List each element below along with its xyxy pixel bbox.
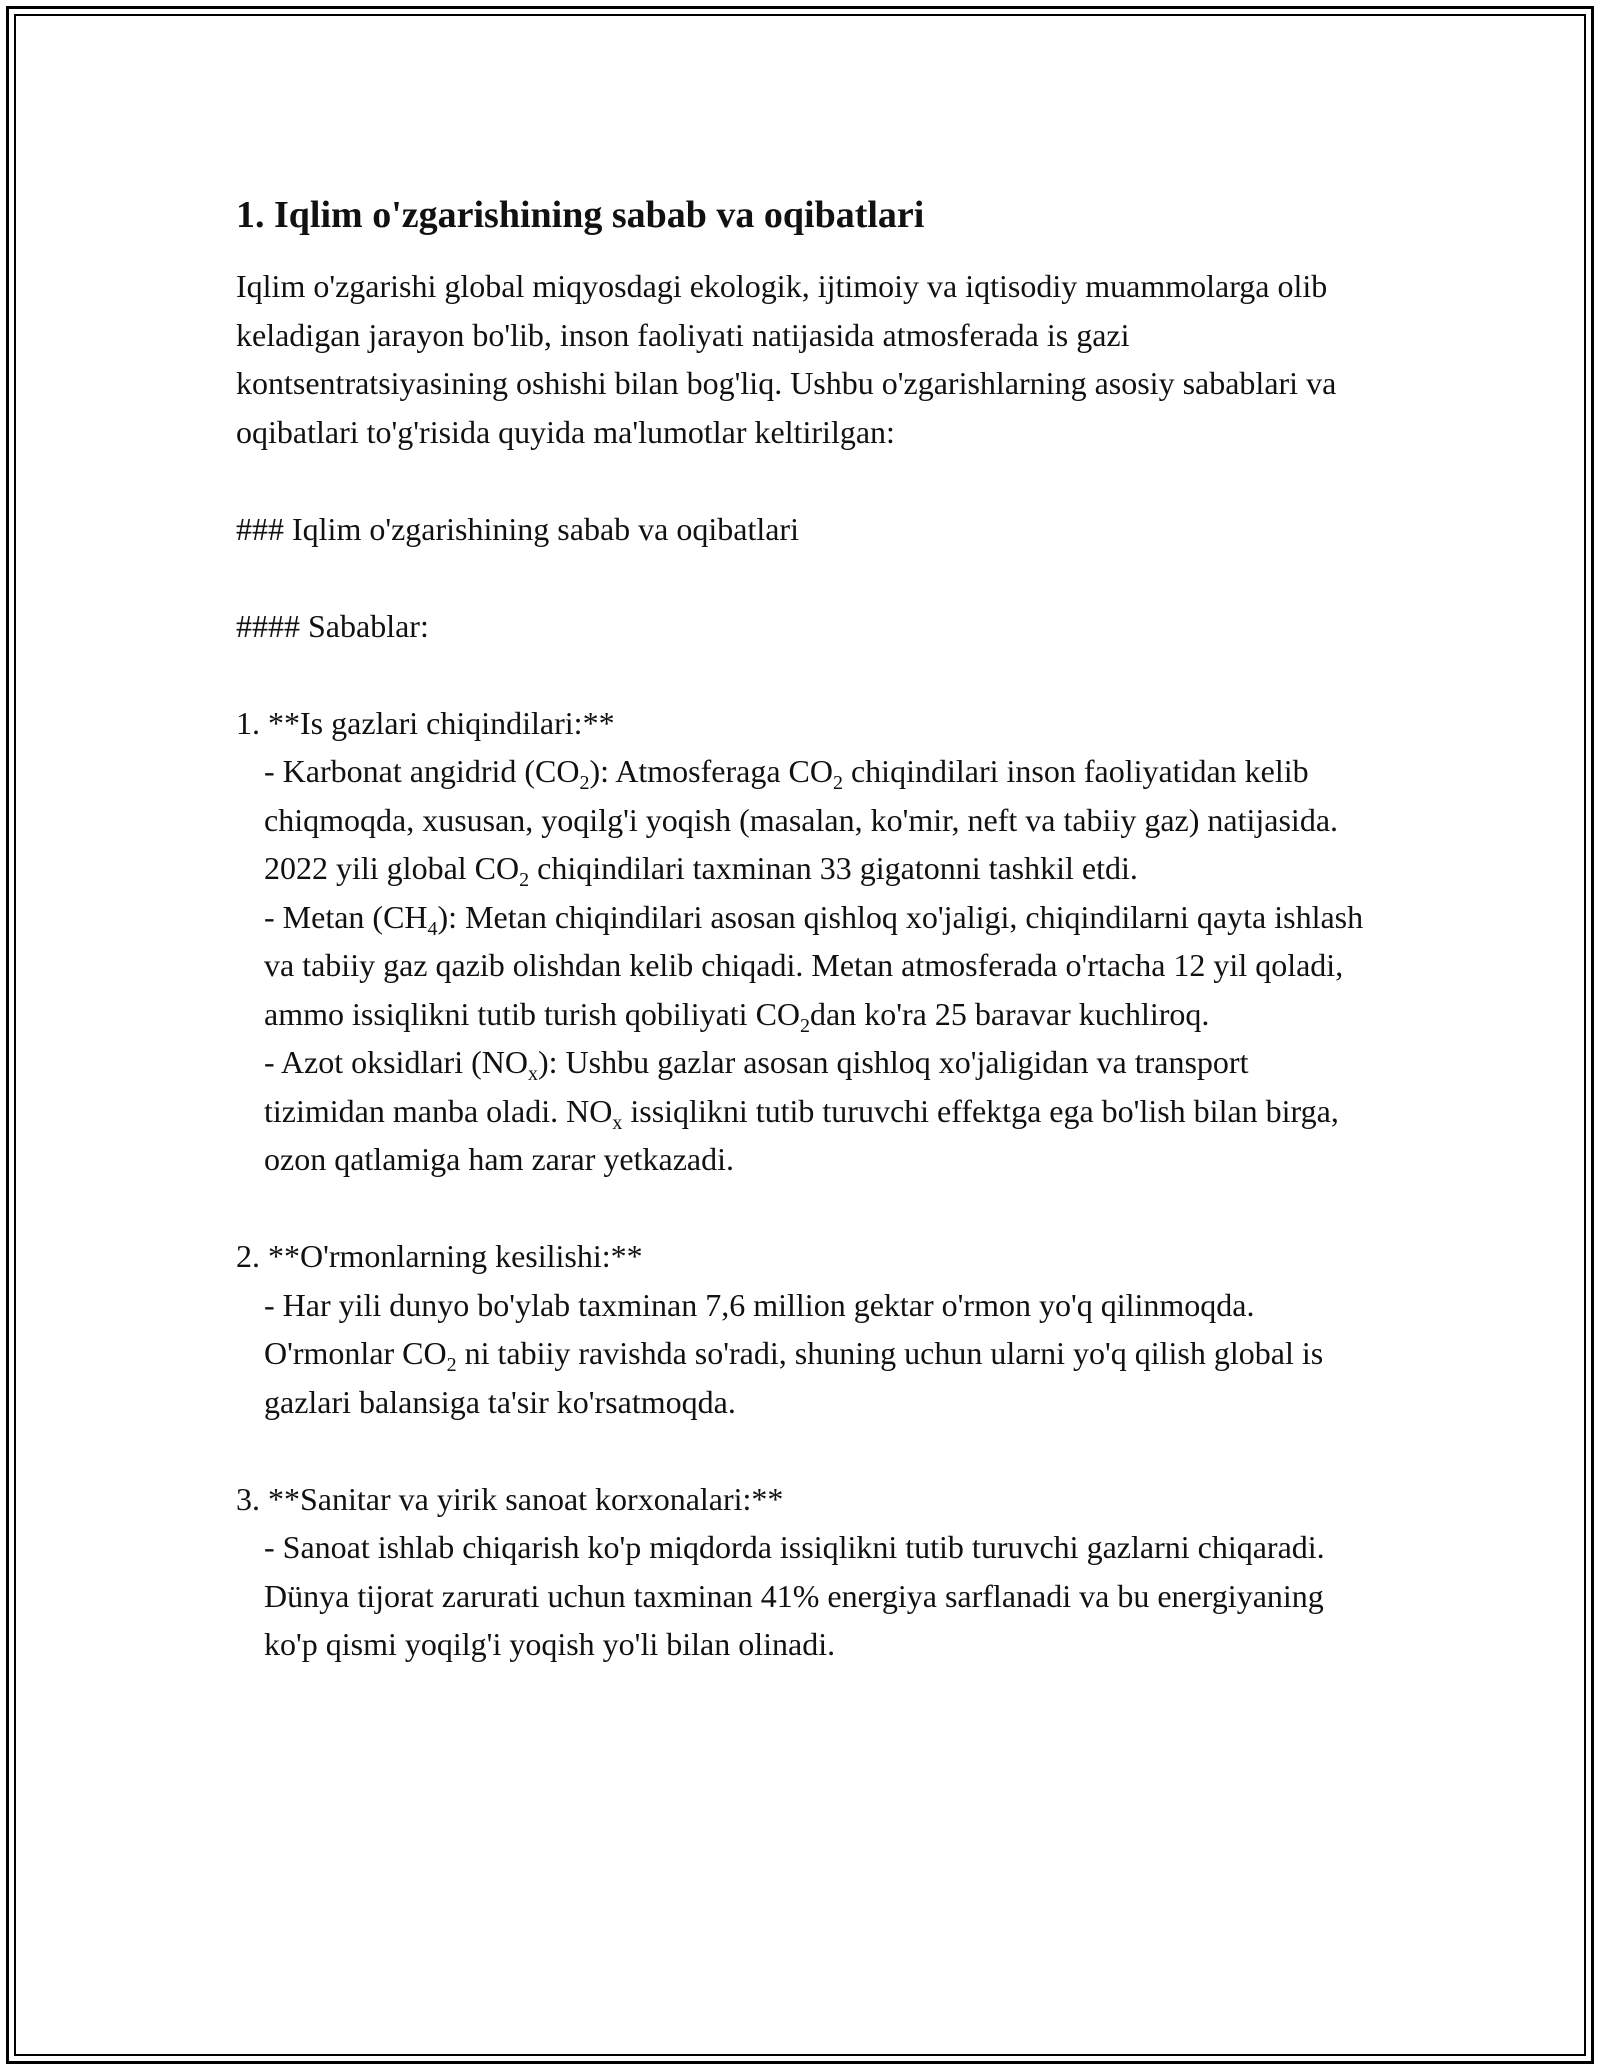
deforestation-paragraph [236, 1281, 1376, 1427]
nox-paragraph [236, 1038, 1376, 1184]
cause-2-heading: 2. **O'rmonlarning kesilishi:** [236, 1238, 643, 1274]
deforestation-text-b: ni tabiiy ravishda so'radi, shuning uchun ularni yo'q qilish global is gazlari balansiga ta'sir ko'rsatmoqda. [264, 1335, 1324, 1420]
cause-1-heading: 1. **Is gazlari chiqindilari:** [236, 704, 615, 741]
co2-text-c: chiqindilari inson faoliyatidan kelib chiqmoqda, xususan, yoqilg'i yoqish (masalan, ko'mir, neft va tabiiy gaz) natijasida. 2022 yili global CO [264, 753, 1339, 886]
document-title: 1. Iqlim o'zgarishining sabab va oqibatlari [236, 194, 925, 236]
co2-subscript: 2 [832, 772, 843, 794]
document-body [236, 180, 1376, 1669]
ch4-text-a: - Metan (CH [264, 898, 428, 935]
subsection-heading-h4: #### Sabablar: [236, 607, 429, 644]
deforestation-text-a: - Har yili dunyo bo'ylab taxminan 7,6 million gektar o'rmon yo'q qilinmoqda. O'rmonlar CO [264, 1286, 1255, 1371]
co2-subscript: 2 [800, 1014, 811, 1037]
spacer [236, 553, 1376, 602]
co2-subscript: 2 [446, 1354, 457, 1376]
intro-paragraph: Iqlim o'zgarishi global miqyosdagi ekologik, ijtimoiy va iqtisodiy muammolarga olib keladigan jarayon bo'lib, inson faoliyati natijasida atmosferada is gazi kontsentratsiyasining oshishi bilan bog'liq. Ushbu o'zgarishlarning asosiy sabablari va oqibatlari to'g'risida quyida ma'lumotlar keltirilgan: [236, 268, 1337, 450]
co2-text-a: - Karbonat angidrid (CO [264, 753, 580, 789]
spacer [236, 1184, 1376, 1233]
spacer [236, 456, 1376, 505]
ch4-text-b: ): Metan chiqindilari asosan qishloq xo'jaligi, chiqindilarni qayta ishlash va tabiiy gaz qazib olishdan kelib chiqadi. Metan atmosferada o'rtacha 12 yil qoladi, ammo issiqlikni tutib turish qobiliyati CO [264, 898, 1364, 1032]
co2-subscript: 2 [579, 772, 590, 794]
ch4-text-c: dan ko'ra 25 baravar kuchliroq. [810, 995, 1210, 1032]
cause-3-heading: 3. **Sanitar va yirik sanoat korxonalari:** [236, 1480, 784, 1517]
co2-paragraph [236, 747, 1376, 893]
nox-subscript: x [527, 1063, 538, 1085]
co2-text-b: ): Atmosferaga CO [589, 753, 833, 789]
co2-subscript: 2 [519, 869, 530, 891]
nox-subscript: x [612, 1111, 623, 1134]
co2-text-d: chiqindilari taxminan 33 gigatonni tashkil etdi. [529, 850, 1138, 886]
industry-paragraph: - Sanoat ishlab chiqarish ko'p miqdorda issiqlikni tutib turuvchi gazlarni chiqaradi. Dünya tijorat zarurati uchun taxminan 41% energiya sarflanadi va bu energiyaning ko'p qismi yoqilg'i yoqish yo'li bilan olinadi. [264, 1529, 1325, 1662]
spacer [236, 1426, 1376, 1475]
nox-text-b: ): Ushbu gazlar asosan qishloq xo'jaligidan va transport tizimidan manba oladi. NO [264, 1044, 1249, 1129]
section-heading-h3: ### Iqlim o'zgarishining sabab va oqibatlari [236, 510, 799, 547]
nox-text-c: issiqlikni tutib turuvchi effektga ega bo'lish bilan birga, ozon qatlamiga ham zarar yetkazadi. [264, 1092, 1339, 1177]
ch4-paragraph [236, 893, 1376, 1039]
ch4-subscript: 4 [427, 917, 438, 940]
spacer [236, 650, 1376, 699]
nox-text-a: - Azot oksidlari (NO [264, 1044, 528, 1080]
